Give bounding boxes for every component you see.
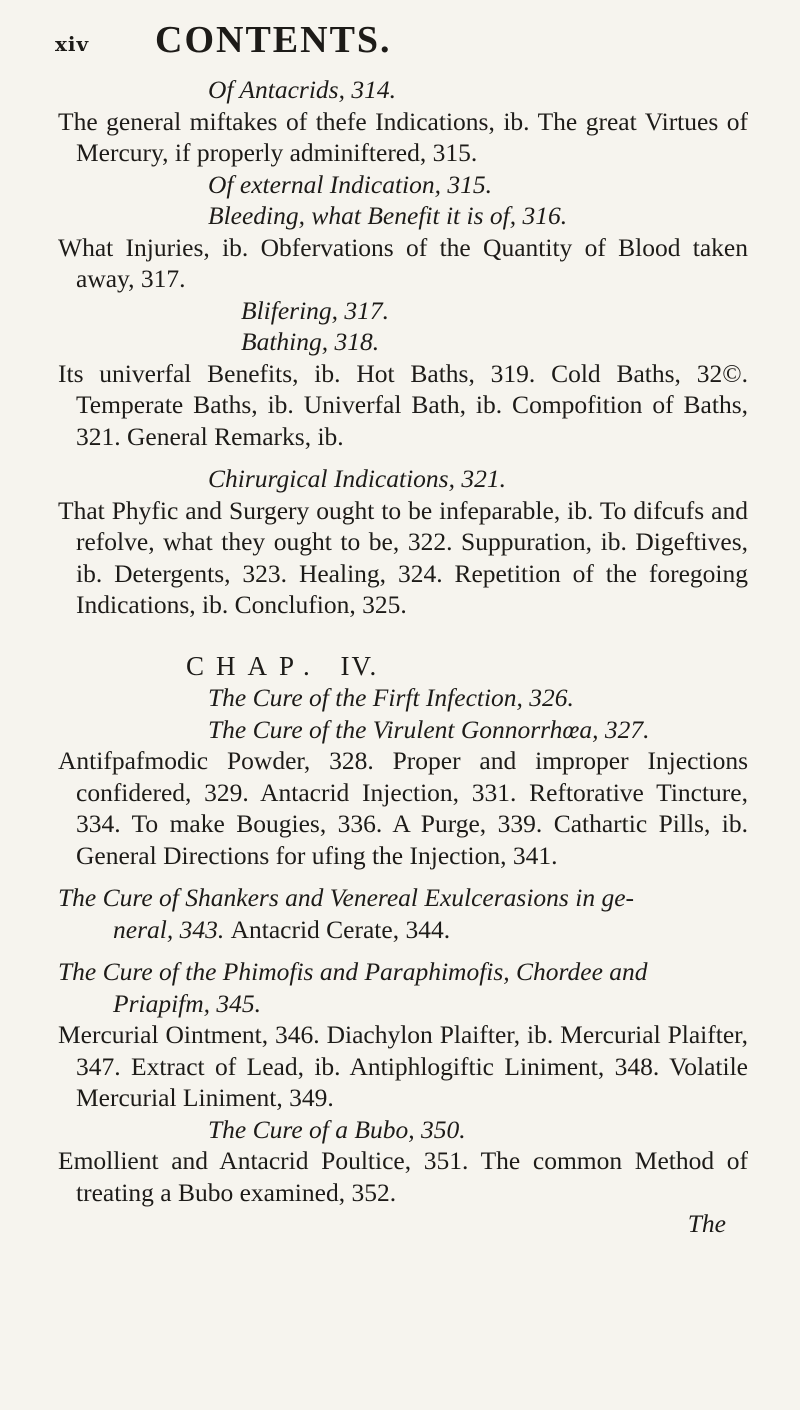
chapter-number: IV. xyxy=(340,650,379,681)
section-heading: The Cure of the Firft Infection, 326. xyxy=(208,683,574,712)
entry-paragraph: That Phyfic and Surgery ought to be infeparable, ib. To difcufs and refolve, what they ought to be, 322. Suppuration, ib. Digeftives, ib. Detergents, 323. Healing, 324. Repetition of the foregoing Indications, ib. Conclufion, 325. xyxy=(58,495,748,619)
page-header xyxy=(55,16,755,66)
heading-tail: Antacrid Cerate, 344. xyxy=(230,914,451,944)
entry-paragraph: What Injuries, ib. Obfervations of the Quantity of Blood taken away, 317. xyxy=(58,232,748,293)
chapter-label: CHAP. xyxy=(186,650,322,681)
section-heading: Bleeding, what Benefit it is of, 316. xyxy=(208,201,568,230)
section-heading: The Cure of a Bubo, 350. xyxy=(208,1114,466,1144)
section-heading: Blifering, 317. xyxy=(241,295,390,325)
contents-body xyxy=(58,74,748,1240)
running-title: CONTENTS. xyxy=(155,19,392,61)
section-heading xyxy=(58,956,748,1019)
entry-paragraph: Emollient and Antacrid Poultice, 351. The common Method of treating a Bubo examined, 352. xyxy=(58,1146,748,1207)
section-heading: Bathing, 318. xyxy=(241,327,380,356)
heading-line: The Cure of Shankers and Venereal Exulcerasions in ge- xyxy=(58,883,635,912)
section-heading: Chirurgical Indications, 321. xyxy=(208,464,506,493)
heading-line: The Cure of the Phimofis and Paraphimofis, Chordee and xyxy=(58,957,648,986)
entry-paragraph: Antifpafmodic Powder, 328. Proper and improper Injections confidered, 329. Antacrid Injection, 331. Reftorative Tincture, 334. To make Bougies, 336. A Purge, 339. Cathartic Pills, ib. General Directions for ufing the Injection, 341. xyxy=(58,746,748,870)
entry-paragraph: Mercurial Ointment, 346. Diachylon Plaifter, ib. Mercurial Plaifter, 347. Extract of Lead, ib. Antiphlogiftic Liniment, 348. Volatile Mercurial Liniment, 349. xyxy=(58,1020,748,1112)
chapter-heading xyxy=(58,651,748,683)
section-heading: The Cure of the Virulent Gonnorrhœa, 327. xyxy=(208,714,650,744)
heading-continuation: Priapifm, 345. xyxy=(113,988,262,1018)
section-heading: Of external Indication, 315. xyxy=(208,169,492,199)
page-number: xiv xyxy=(55,32,90,56)
heading-continuation: neral, 343. xyxy=(113,914,225,944)
entry-paragraph: The general miftakes of thefe Indications, ib. The great Virtues of Mercury, if properly adminiftered, 315. xyxy=(58,106,748,167)
section-heading: Of Antacrids, 314. xyxy=(208,75,396,104)
section-heading xyxy=(58,882,748,945)
entry-paragraph: Its univerfal Benefits, ib. Hot Baths, 319. Cold Baths, 32©. Temperate Baths, ib. Univerfal Bath, ib. Compofition of Baths, 321. General Remarks, ib. xyxy=(58,358,748,451)
catchword: The xyxy=(687,1209,726,1238)
